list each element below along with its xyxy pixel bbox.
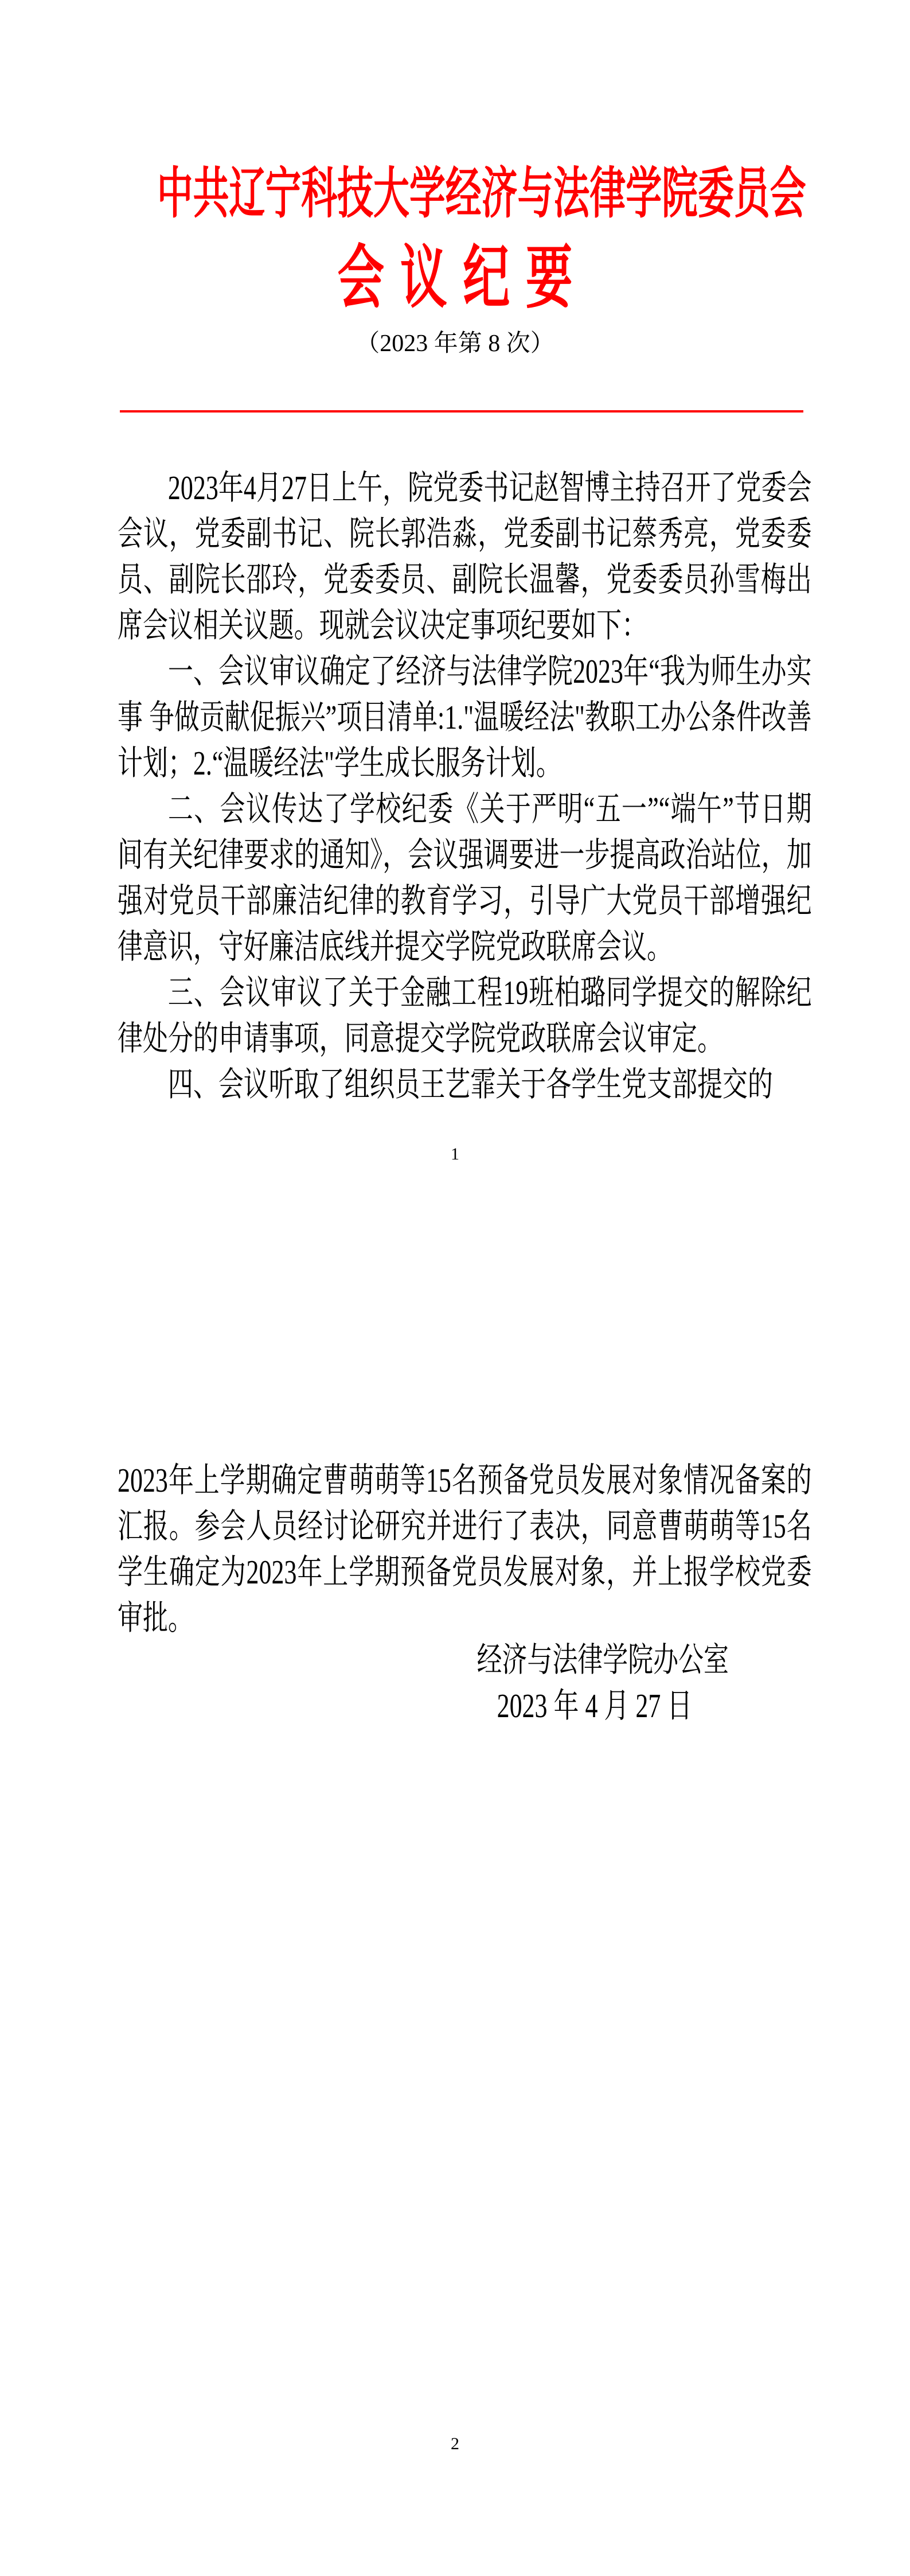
paragraph-item-1: 一、会议审议确定了经济与法律学院2023年“我为师生办实事 争做贡献促振兴”项目清单:1."温暖经法"教职工办公条件改善计划；2.“温暖经法"学生成长服务计划。 bbox=[118, 652, 812, 782]
page2-number: 2 bbox=[451, 2434, 459, 2453]
paragraph-item-3: 三、会议审议了关于金融工程19班柏璐同学提交的解除纪律处分的申请事项，同意提交学院党政联席会议审定。 bbox=[118, 974, 812, 1057]
page2-body bbox=[118, 1457, 812, 1641]
page1-body bbox=[118, 465, 812, 1107]
paragraph-item-4: 四、会议听取了组织员王艺霏关于各学生党支部提交的 bbox=[167, 1065, 773, 1103]
org-title: 中共辽宁科技大学经济与法律学院委员会 bbox=[157, 163, 806, 224]
date-line: 2023 年 4 月 27 日 bbox=[497, 1687, 692, 1725]
paragraph-item-4-continuation: 2023年上学期确定曹萌萌等15名预备党员发展对象情况备案的汇报。参会人员经讨论研究并进行了表决，同意曹萌萌等15名学生确定为2023年上学期预备党员发展对象，并上报学校党委审批。 bbox=[118, 1461, 812, 1637]
red-divider bbox=[120, 410, 803, 413]
page1-number: 1 bbox=[451, 1145, 459, 1164]
paragraph-intro: 2023年4月27日上午，院党委书记赵智博主持召开了党委会会议，党委副书记、院长郭浩淼，党委副书记蔡秀亮，党委委员、副院长邵玲，党委委员、副院长温馨，党委委员孙雪梅出席会议相关议题。现就会议决定事项纪要如下： bbox=[118, 469, 812, 644]
signature: 经济与法律学院办公室 bbox=[477, 1641, 729, 1679]
paragraph-item-2: 二、会议传达了学校纪委《关于严明“五一”“端午”节日期间有关纪律要求的通知》，会议强调要进一步提高政治站位，加强对党员干部廉洁纪律的教育学习，引导广大党员干部增强纪律意识，守好廉洁底线并提交学院党政联席会议。 bbox=[118, 790, 812, 966]
doc-title: 会议纪要 bbox=[337, 239, 589, 316]
issue-number: （2023 年第 8 次） bbox=[356, 330, 554, 357]
